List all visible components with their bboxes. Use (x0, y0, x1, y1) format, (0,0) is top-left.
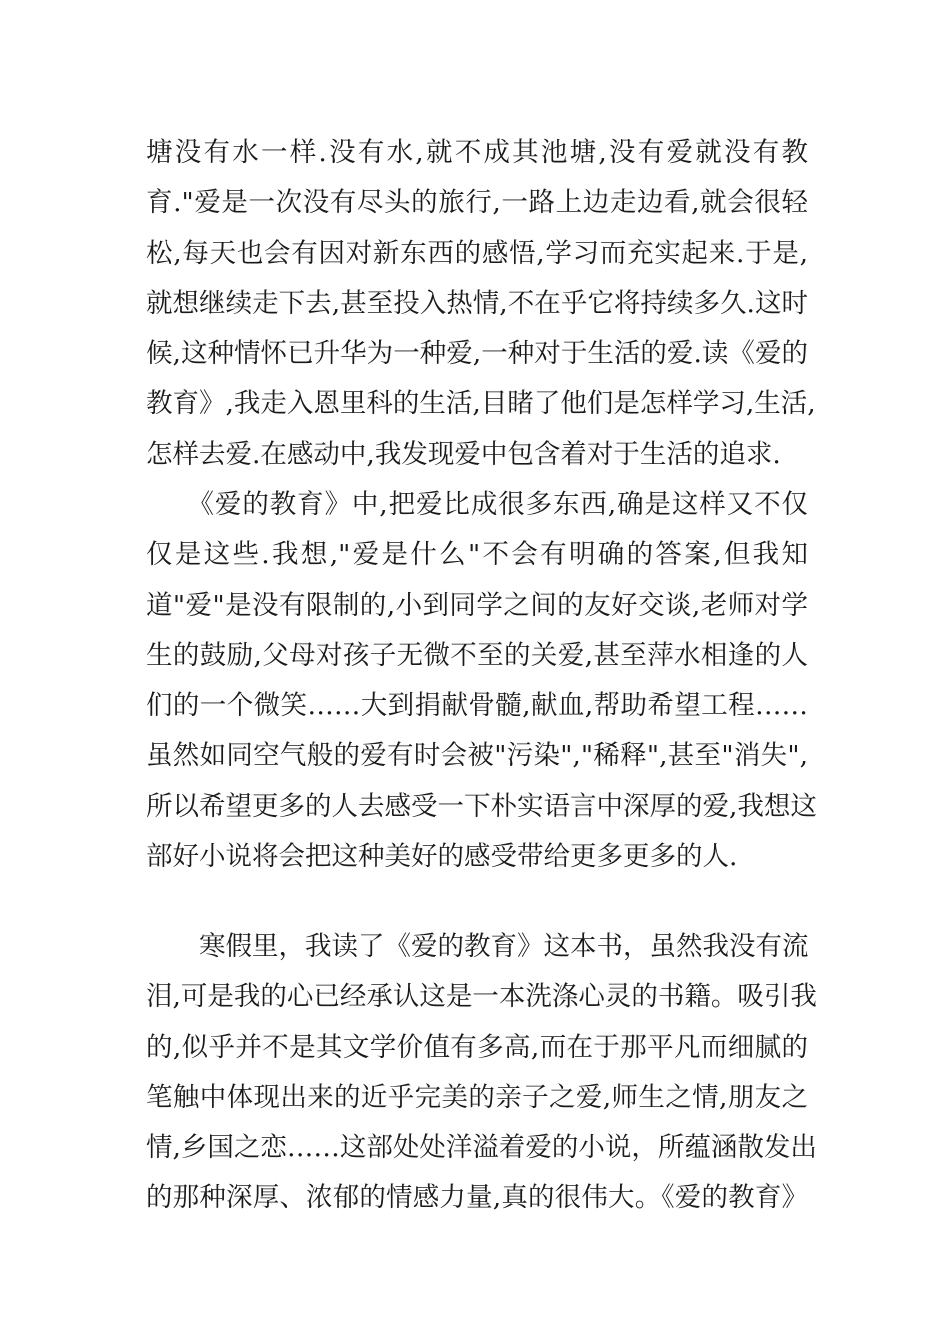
paragraph-line: 部好小说将会把这种美好的感受带给更多更多的人. (146, 841, 738, 873)
paragraph-line: 的那种深厚、浓郁的情感力量,真的很伟大。《爱的教育》 (146, 1182, 808, 1214)
paragraph-line: 情,乡国之恋……这部处处洋溢着爱的小说，所蕴涵散发出 (146, 1132, 817, 1164)
paragraph-line: 塘没有水一样.没有水,就不成其池塘,没有爱就没有教 (146, 137, 808, 168)
paragraph-line: 的,似乎并不是其文学价值有多高,而在于那平凡而细腻的 (146, 1031, 808, 1063)
paragraph-1 (146, 128, 816, 480)
paragraph-line: 仅是这些.我想,"爱是什么"不会有明确的答案,但我知 (146, 539, 808, 571)
paragraph-line: 们的一个微笑……大到捐献骨髓,献血,帮助希望工程…… (146, 690, 808, 722)
paragraph-line: 寒假里，我读了《爱的教育》这本书，虽然我没有流 (146, 931, 809, 962)
paragraph-line: 泪,可是我的心已经承认这是一本洗涤心灵的书籍。吸引我 (146, 981, 817, 1013)
paragraph-line: 虽然如同空气般的爱有时会被"污染","稀释",甚至"消失", (146, 740, 808, 772)
paragraph-line: 笔触中体现出来的近乎完美的亲子之爱,师生之情,朋友之 (146, 1081, 808, 1113)
paragraph-line: 《爱的教育》中,把爱比成很多东西,确是这样又不仅 (146, 489, 808, 520)
paragraph-2 (146, 480, 817, 882)
paragraph-line: 道"爱"是没有限制的,小到同学之间的友好交谈,老师对学 (146, 589, 808, 621)
paragraph-line: 怎样去爱.在感动中,我发现爱中包含着对于生活的追求. (146, 438, 781, 470)
paragraph-line: 候,这种情怀已升华为一种爱,一种对于生活的爱.读《爱的 (146, 338, 808, 370)
paragraph-line: 育."爱是一次没有尽头的旅行,一路上边走边看,就会很轻 (146, 187, 808, 219)
paragraph-3 (146, 922, 817, 1224)
paragraph-line: 松,每天也会有因对新东西的感悟,学习而充实起来.于是, (146, 237, 808, 269)
paragraph-line: 教育》,我走入恩里科的生活,目睹了他们是怎样学习,生活, (146, 388, 816, 420)
paragraph-line: 所以希望更多的人去感受一下朴实语言中深厚的爱,我想这 (146, 790, 817, 822)
paragraph-line: 生的鼓励,父母对孩子无微不至的关爱,甚至萍水相逢的人 (146, 639, 808, 671)
paragraph-line: 就想继续走下去,甚至投入热情,不在乎它将持续多久.这时 (146, 287, 808, 319)
